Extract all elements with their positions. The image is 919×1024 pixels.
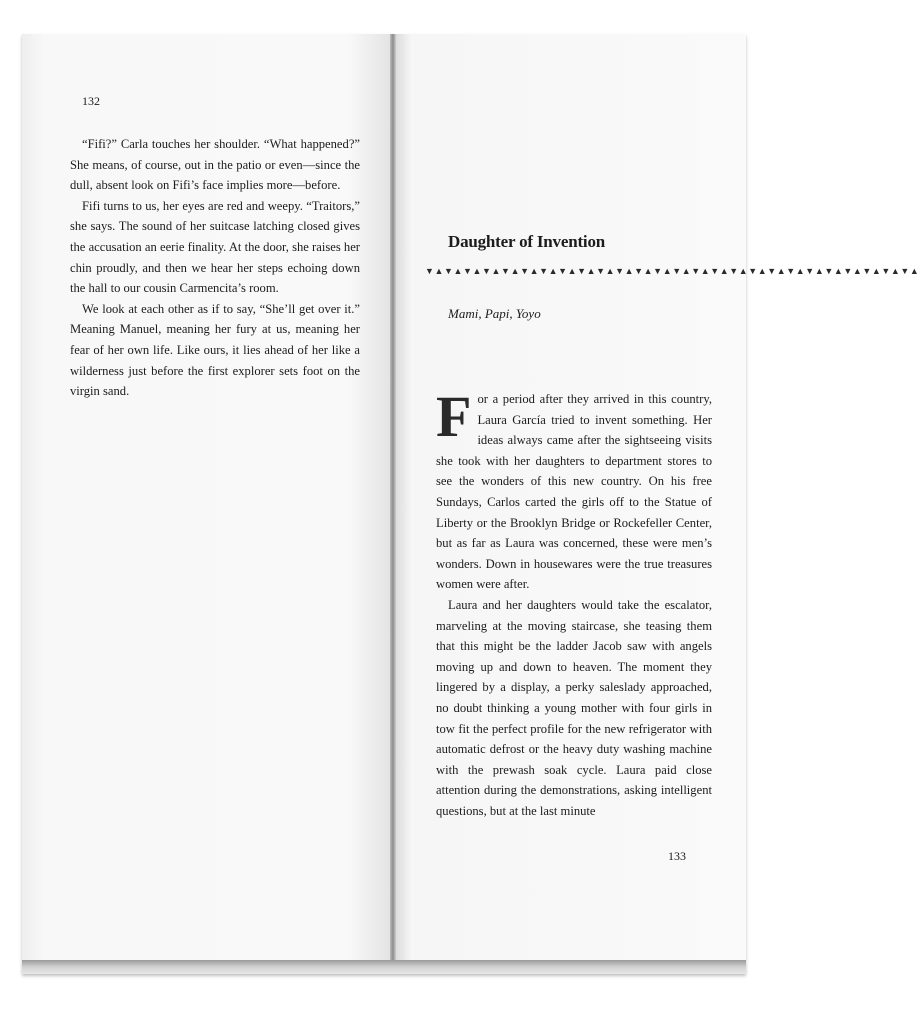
decorative-border: ▼▲▼▲▼▲▼▲▼▲▼▲▼▲▼▲▼▲▼▲▼▲▼▲▼▲▼▲▼▲▼▲▼▲▼▲▼▲▼▲▼▲▼▲▼▲▼▲▼▲▼▲ [425, 266, 919, 276]
right-paragraph [436, 384, 712, 595]
drop-cap: F [436, 384, 472, 449]
left-page-number: 132 [82, 94, 100, 108]
right-page-text [436, 384, 712, 821]
paragraph-text: or a period after they arrived in this country, Laura García tried to invent something. Her ideas always came after the sightseeing visits she took with her daughters to department stores to see the wonders of this new country. On his free Sundays, Carlos carted the girls off to the Statue of Liberty or the Brooklyn Bridge or Rockefeller Center, but as far as Laura was concerned, these were men’s wonders. Down in housewares were the true treasures women were after. [436, 392, 712, 592]
left-paragraph: “Fifi?” Carla touches her shoulder. “What happened?” She means, of course, out in the patio or even—since the dull, absent look on Fifi’s face implies more—before. [70, 137, 360, 193]
book-gutter [390, 34, 396, 969]
right-paragraph: Laura and her daughters would take the escalator, marveling at the moving staircase, she teasing them that this might be the ladder Jacob saw with angels moving up and down to heaven. The moment they lingered by a display, a perky saleslady approached, no doubt thinking a young mother with four girls in tow fit the perfect profile for the new refrigerator with automatic defrost or the heavy duty washing machine with the prewash soak cycle. Laura paid close attention during the demonstrations, asking intelligent questions, but at the last minute [436, 597, 712, 818]
left-page-text [70, 134, 360, 402]
open-book [22, 34, 919, 974]
chapter-title: Daughter of Invention [448, 232, 606, 251]
book-bottom-edge [22, 960, 746, 974]
left-paragraph: We look at each other as if to say, “She’ll get over it.” Meaning Manuel, meaning her fury at us, meaning her fear of her own life. Like ours, it lies ahead of her like a wilderness just before the first explorer sets foot on the virgin sand. [70, 301, 360, 399]
left-page [22, 34, 392, 962]
left-paragraph: Fifi turns to us, her eyes are red and weepy. “Traitors,” she says. The sound of her suitcase latching closed gives the accusation an eerie finality. At the door, she raises her chin proudly, and then we hear her steps echoing down the hall to our cousin Carmencita’s room. [70, 198, 360, 296]
chapter-subtitle: Mami, Papi, Yoyo [448, 306, 541, 321]
right-page-number: 133 [668, 849, 686, 863]
